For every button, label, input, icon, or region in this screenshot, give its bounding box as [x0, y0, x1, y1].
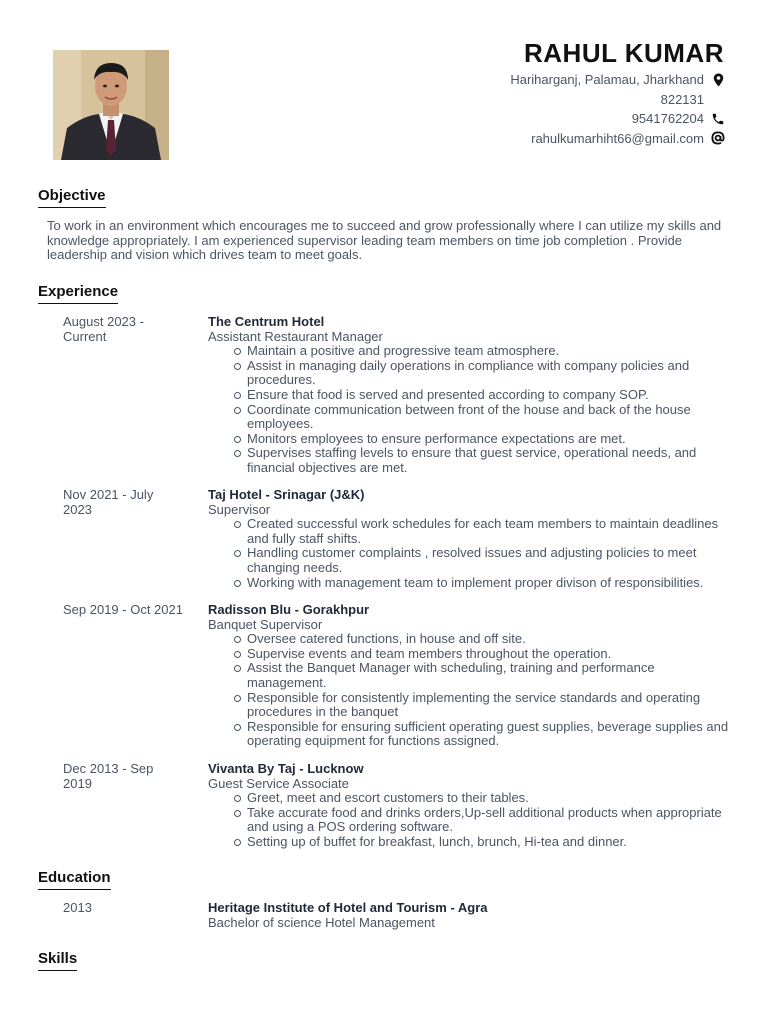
list-item: Take accurate food and drinks orders,Up-sell additional products when appropriate and using a POS ordering software. [247, 806, 733, 835]
email-row [510, 129, 726, 149]
list-item: Working with management team to implement proper divison of responsibilities. [247, 576, 733, 591]
entry-organization: Taj Hotel - Srinagar (J&K) [208, 487, 365, 502]
entry-institution: Heritage Institute of Hotel and Tourism - Agra [208, 900, 488, 915]
postal-code: 822131 [660, 91, 704, 107]
profile-photo [53, 50, 169, 160]
entry-bullet-list [247, 632, 733, 749]
entry-date: Sep 2019 - Oct 2021 [63, 602, 183, 617]
address-line-2 [510, 90, 726, 110]
list-item: Setting up of buffet for breakfast, lunch, brunch, Hi-tea and dinner. [247, 835, 733, 850]
at-sign-icon [710, 131, 726, 145]
skills-heading: Skills [38, 950, 77, 971]
address-line-1 [510, 70, 726, 90]
objective-heading: Objective [38, 187, 106, 208]
list-item: Responsible for ensuring sufficient operating guest supplies, beverage supplies and operating equipment for functions assigned. [247, 720, 733, 749]
phone-row [510, 109, 726, 129]
entry-organization: Vivanta By Taj - Lucknow [208, 761, 364, 776]
list-item: Ensure that food is served and presented according to company SOP. [247, 388, 733, 403]
phone-number[interactable]: 9541762204 [631, 111, 704, 126]
list-item: Handling customer complaints , resolved issues and adjusting policies to meet changing needs. [247, 546, 733, 575]
entry-degree: Bachelor of science Hotel Management [208, 914, 435, 930]
list-item: Maintain a positive and progressive team atmosphere. [247, 344, 733, 359]
list-item: Supervises staffing levels to ensure that guest service, operational needs, and financial objectives are met. [247, 446, 733, 475]
contact-block [510, 70, 726, 148]
entry-date: Nov 2021 - July 2023 [63, 487, 154, 517]
entry-role: Assistant Restaurant Manager [208, 328, 383, 344]
location-pin-icon [710, 73, 726, 87]
entry-role: Guest Service Associate [208, 775, 349, 791]
candidate-name: RAHUL KUMAR [523, 38, 724, 68]
entry-date: 2013 [63, 900, 92, 915]
entry-role: Supervisor [208, 501, 271, 517]
address-text: Hariharganj, Palamau, Jharkhand [510, 72, 704, 87]
list-item: Created successful work schedules for each team members to maintain deadlines and fully staff shifts. [247, 517, 733, 546]
entry-role: Banquet Supervisor [208, 616, 323, 632]
list-item: Coordinate communication between front of the house and back of the house employees. [247, 403, 733, 432]
list-item: Monitors employees to ensure performance expectations are met. [247, 432, 733, 447]
entry-bullet-list [247, 517, 733, 590]
list-item: Supervise events and team members throughout the operation. [247, 647, 733, 662]
education-heading: Education [38, 869, 111, 890]
entry-date: August 2023 - Current [63, 314, 144, 344]
entry-bullet-list [247, 791, 733, 849]
list-item: Assist the Banquet Manager with scheduling, training and performance management. [247, 661, 733, 690]
entry-organization: The Centrum Hotel [208, 314, 325, 329]
entry-bullet-list [247, 344, 733, 475]
entry-date: Dec 2013 - Sep 2019 [63, 761, 154, 791]
list-item: Oversee catered functions, in house and off site. [247, 632, 733, 647]
phone-icon [710, 112, 726, 126]
list-item: Assist in managing daily operations in compliance with company policies and procedures. [247, 359, 733, 388]
list-item: Responsible for consistently implementing the service standards and operating procedures in the banquet [247, 691, 733, 720]
objective-text: To work in an environment which encourages me to succeed and grow professionally where I can utilize my skills and knowledge appropriately. I am experienced supervisor leading team members on time job completion . Provide leadership and vision which drives team to meet goals. [47, 218, 722, 262]
experience-heading: Experience [38, 283, 118, 304]
list-item: Greet, meet and escort customers to their tables. [247, 791, 733, 806]
entry-organization: Radisson Blu - Gorakhpur [208, 602, 370, 617]
email-address[interactable]: rahulkumarhiht66@gmail.com [531, 130, 704, 146]
